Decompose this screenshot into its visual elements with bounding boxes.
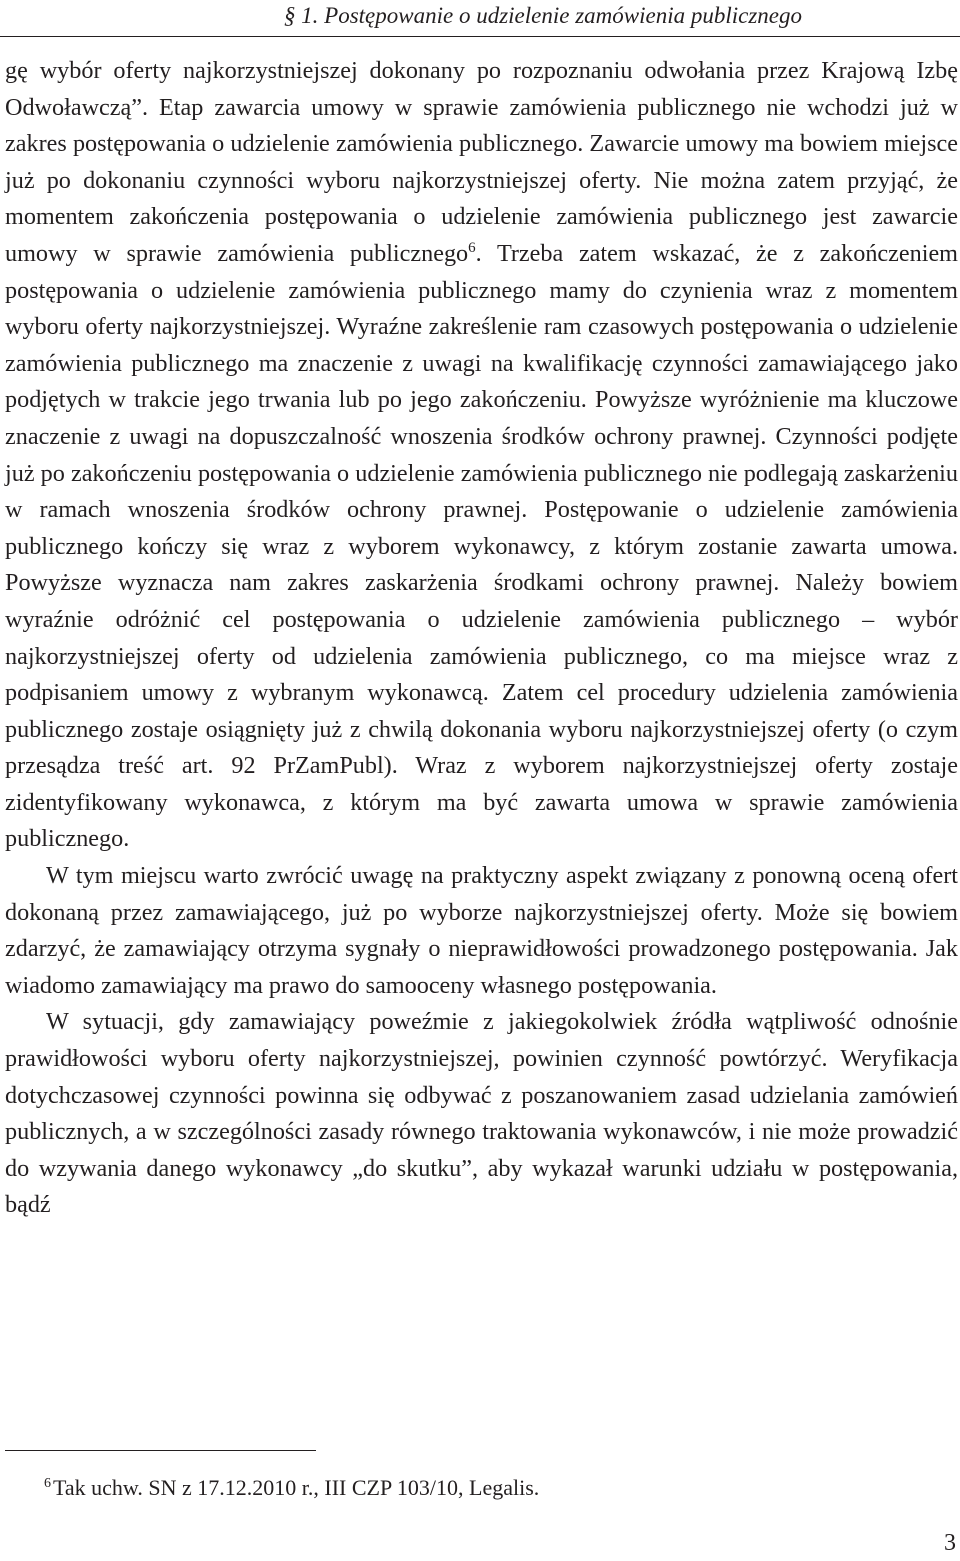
paragraph: W tym miejscu warto zwrócić uwagę na praktyczny aspekt związany z ponowną oceną ofert dokonaną przez zamawiającego, już po wyborze najkorzystniejszej oferty. Może się bowiem zdarzyć, że zamawiający otrzyma sygnały o nieprawidłowości prowadzonego postępowania. Jak wiadomo zamawiający ma prawo do samooceny własnego postępowania. — [5, 862, 958, 999]
footnote-marker: 6 — [44, 1476, 51, 1491]
header-divider — [0, 36, 960, 37]
running-header — [0, 0, 960, 38]
section-title: § 1. Postępowanie o udzielenie zamówienia publicznego — [283, 3, 802, 28]
paragraph: W sytuacji, gdy zamawiający poweźmie z jakiegokolwiek źródła wątpliwość odnośnie prawidłowości wyboru oferty najkorzystniejszej, powinien czynność powtórzyć. Weryfikacja dotychczasowej czynności powinna się odbywać z poszanowaniem zasad udzielania zamówień publicznych, a w szczególności zasady równego traktowania wykonawców, i nie może prowadzić do wzywania danego wykonawcy „do skutku”, aby wykazał warunki udziału w postępowania, bądź — [5, 1008, 958, 1219]
footnote-divider — [5, 1450, 316, 1451]
main-text — [5, 53, 958, 1224]
paragraph-continued — [5, 53, 958, 858]
footnote — [44, 1470, 539, 1502]
paragraph-text: gę wybór oferty najkorzystniejszej dokonany po rozpoznaniu odwołania przez Krajową Izbę Odwoławczą”. Etap zawarcia umowy w sprawie zamówienia publicznego nie wchodzi już w zakres postępowania o udzielenie zamówienia publicznego. Zawarcie umowy ma bowiem miejsce już po dokonaniu czynności wyboru najkorzystniejszej oferty. Nie można zatem przyjąć, że momentem zakończenia postępowania o udzielenie zamówienia publicznego jest zawarcie umowy w sprawie zamówienia publicznego — [5, 57, 958, 267]
paragraph-text: . Trzeba zatem wskazać, że z zakończeniem postępowania o udzielenie zamówienia publicznego mamy do czynienia wraz z momentem wyboru oferty najkorzystniejszej. Wyraźne zakreślenie ram czasowych postępowania o udzielenie zamówienia publicznego ma znaczenie z uwagi na kwalifikację czynności zamawiającego jako podjętych w trakcie jego trwania lub po jego zakończeniu. Powyższe wyróżnienie ma kluczowe znaczenie z uwagi na dopuszczalność wnoszenia środków ochrony prawnej. Czynności podjęte już po zakończeniu postępowania o udzielenie zamówienia publicznego nie podlegają zaskarżeniu w ramach wnoszenia środków ochrony prawnej. Postępowanie o udzielenie zamówienia publicznego kończy się wraz z wyborem wykonawcy, z którym zostanie zawarta umowa. Powyższe wyznacza nam zakres zaskarżenia środkami ochrony prawnej. Należy bowiem wyraźnie odróżnić cel postępowania o udzielenie zamówienia publicznego – wybór najkorzystniejszej oferty od udzielenia zamówienia publicznego, co ma miejsce wraz z podpisaniem umowy z wybranym wykonawcą. Zatem cel procedury udzielenia zamówienia publicznego zostaje osiągnięty już z chwilą dokonania wyboru najkorzystniejszej oferty (o czym przesądza treść art. 92 PrZamPubl). Wraz z wyborem najkorzystniejszej oferty zostaje zidentyfikowany wykonawca, z którym ma być zawarta umowa w sprawie zamówienia publicznego. — [5, 239, 958, 853]
page-number: 3 — [944, 1530, 956, 1556]
footnote-text: Tak uchw. SN z 17.12.2010 r., III CZP 103/10, Legalis. — [53, 1475, 540, 1500]
footnote-reference: 6 — [468, 239, 476, 256]
